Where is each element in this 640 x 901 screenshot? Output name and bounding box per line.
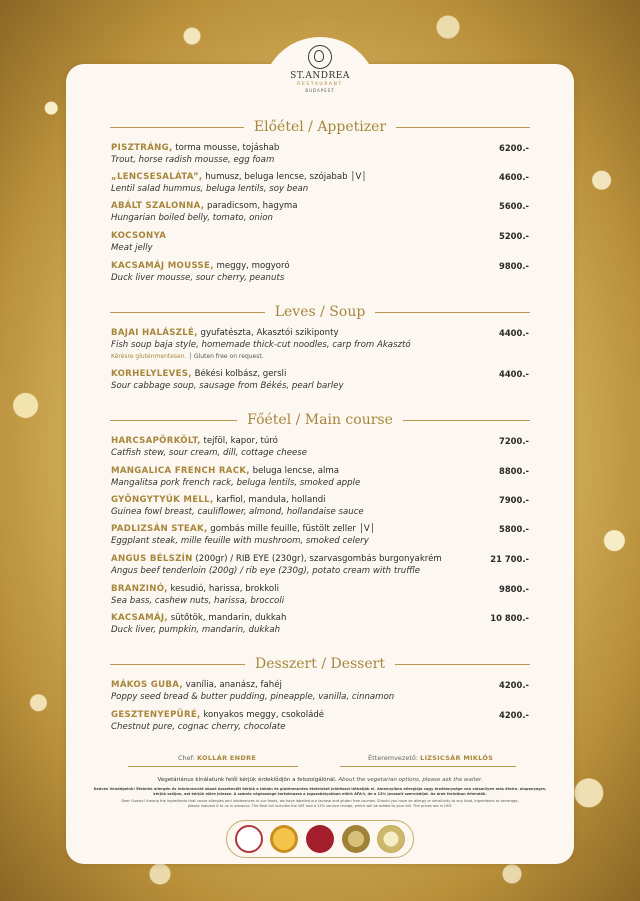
restaurant-logo: [262, 37, 378, 103]
logo-city: BUDAPEST: [305, 88, 335, 93]
price: 5200.-: [499, 231, 529, 241]
price: 9800.-: [499, 261, 529, 271]
divider-line: [110, 127, 244, 128]
menu-item: „LENCSESALÁTA”, humusz, beluga lencse, szójabab │V│ 4600.- Lentil salad hummus, beluga lentils, soy bean: [111, 172, 529, 194]
allergen-notice-hu: kérjük szóljon, azt kérjük előre jelezze. A számla végösszege tartalmazza a jogszabályokban előírt ÁFA-t, de a 13% javasolt szervízdíjat. Az árak forintban értendők.: [153, 792, 487, 796]
menu-item: MÁKOS GUBA, vanília, ananász, fahéj 4200.- Poppy seed bread & butter pudding, pineapple, vanilla, cinnamon: [111, 680, 529, 702]
best-restaurant-award-badge-icon: [235, 825, 263, 853]
menu-item: BRANZINÓ, kesudió, harissa, brokkoli 9800.- Sea bass, cashew nuts, harissa, broccoli: [111, 584, 529, 606]
vegetarian-note: Vegetáriánus kínálatunk felől kérjük érdeklődjön a felszolgálónál. About the vegetarian options, please ask the waiter.: [157, 777, 483, 783]
menu-item: KACSAMÁJ, sütőtök, mandarin, dukkah 10 800.- Duck liver, pumpkin, mandarin, dukkah: [111, 613, 529, 635]
price: 5800.-: [499, 524, 529, 534]
menu-item: KACSAMÁJ MOUSSE, meggy, mogyoró 9800.- Duck liver mousse, sour cherry, peanuts: [111, 261, 529, 283]
chef-signature: Chef: KOLLÁR ENDRE: [178, 754, 257, 762]
manager-signature: Étteremvezető: LIZSICSÁR MIKLÓS: [368, 754, 494, 762]
price: 4400.-: [499, 369, 529, 379]
menu-item: BAJAI HALÁSZLÉ, gyufatészta, Akasztói szikiponty 4400.- Fish soup baja style, homemade thick-cut noodles, carp from Akasztó Kérésre gluténmentesen. │ Gluten free on request.: [111, 328, 529, 360]
menu-item: PADLIZSÁN STEAK, gombás mille feuille, füstölt zeller │V│ 5800.- Eggplant steak, mille feuille with mushroom, smoked celery: [111, 524, 529, 546]
menu-item: GYÖNGYTYÚK MELL, karfiol, mandula, hollandi 7900.- Guinea fowl breast, cauliflower, almond, hollandaise sauce: [111, 495, 529, 517]
michelin-badge-icon: [306, 825, 334, 853]
menu-item: ABÁLT SZALONNA, paradicsom, hagyma 5600.- Hungarian boiled belly, tomato, onion: [111, 201, 529, 223]
section-title-main: Főétel / Main course: [110, 412, 530, 428]
allergen-notice-en: Dear Guests! Among the ingredients that cause allergies and intolerances in our foods, we have labelled our lactose and gluten free courses. Should you have an allergy or sensitivity to any food, ingredients or beverage,: [121, 799, 519, 803]
divider-line: [396, 127, 530, 128]
menu-item: GESZTENYEPÜRÉ, konyakos meggy, csokoládé 4200.- Chestnut pure, cognac cherry, chocolate: [111, 710, 529, 732]
divider-line: [110, 420, 237, 421]
price: 4200.-: [499, 680, 529, 690]
gault-millau-badge-icon: [270, 825, 298, 853]
menu-item: ANGUS BÉLSZÍN (200gr) / RIB EYE (230gr), szarvasgombás burgonyakrém 21 700.- Angus beef tenderloin (200g) / rib eye (230g), potato cream with truffle: [111, 554, 529, 576]
price: 7900.-: [499, 495, 529, 505]
gluten-note: Kérésre gluténmentesen. │ Gluten free on request.: [111, 353, 264, 360]
section-title-dessert: Desszert / Dessert: [110, 656, 530, 672]
logo-subtitle: RESTAURANT: [297, 82, 343, 87]
award-badges: [226, 820, 414, 858]
price: 10 800.-: [490, 613, 529, 623]
st-andrea-emblem-icon: [308, 45, 332, 69]
price: 4200.-: [499, 710, 529, 720]
price: 9800.-: [499, 584, 529, 594]
price: 4600.-: [499, 172, 529, 182]
price: 21 700.-: [490, 554, 529, 564]
divider-line: [403, 420, 530, 421]
menu-item: MANGALICA FRENCH RACK, beluga lencse, alma 8800.- Mangalitsa pork french rack, beluga lentils, smoked apple: [111, 466, 529, 488]
allergen-notice-hu: Kedves Vendégeink! Ételeink allergén és intoleranciát okozó összetevőit kérjük a táblán és gluténmentes ételeinket jelöléssel láthatják el. Amennyiben allergiája vagy érzékenysége van valamilyen más ételre, alapanyagra,: [93, 787, 547, 791]
divider-line: [110, 664, 245, 665]
section-title-appetizer: Előétel / Appetizer: [110, 119, 530, 135]
price: 7200.-: [499, 436, 529, 446]
section-title-soup: Leves / Soup: [110, 304, 530, 320]
menu-item: HARCSAPÖRKÖLT, tejföl, kapor, túró 7200.- Catfish stew, sour cream, dill, cottage cheese: [111, 436, 529, 458]
price: 4400.-: [499, 328, 529, 338]
divider-line: [395, 664, 530, 665]
award-medal-badge-icon: [377, 825, 405, 853]
price: 6200.-: [499, 143, 529, 153]
menu-item: KORHELYLEVES, Békési kolbász, gersli 4400.- Sour cabbage soup, sausage from Békés, pearl barley: [111, 369, 529, 391]
divider-line: [375, 312, 530, 313]
signature-line: [128, 766, 298, 767]
divider-line: [110, 312, 265, 313]
gold-seal-badge-icon: [342, 825, 370, 853]
menu-item: KOCSONYA 5200.- Meat jelly: [111, 231, 529, 253]
price: 5600.-: [499, 201, 529, 211]
menu-item: PISZTRÁNG, torma mousse, tojáshab 6200.- Trout, horse radish mousse, egg foam: [111, 143, 529, 165]
signature-line: [340, 766, 516, 767]
logo-name: ST.ANDREA: [290, 71, 350, 81]
allergen-notice-en: please indicate it to us in advance. The final bill includes the VAT and a 13% service charge, which will be added to your bill. The prices are in HUF.: [187, 804, 453, 808]
price: 8800.-: [499, 466, 529, 476]
